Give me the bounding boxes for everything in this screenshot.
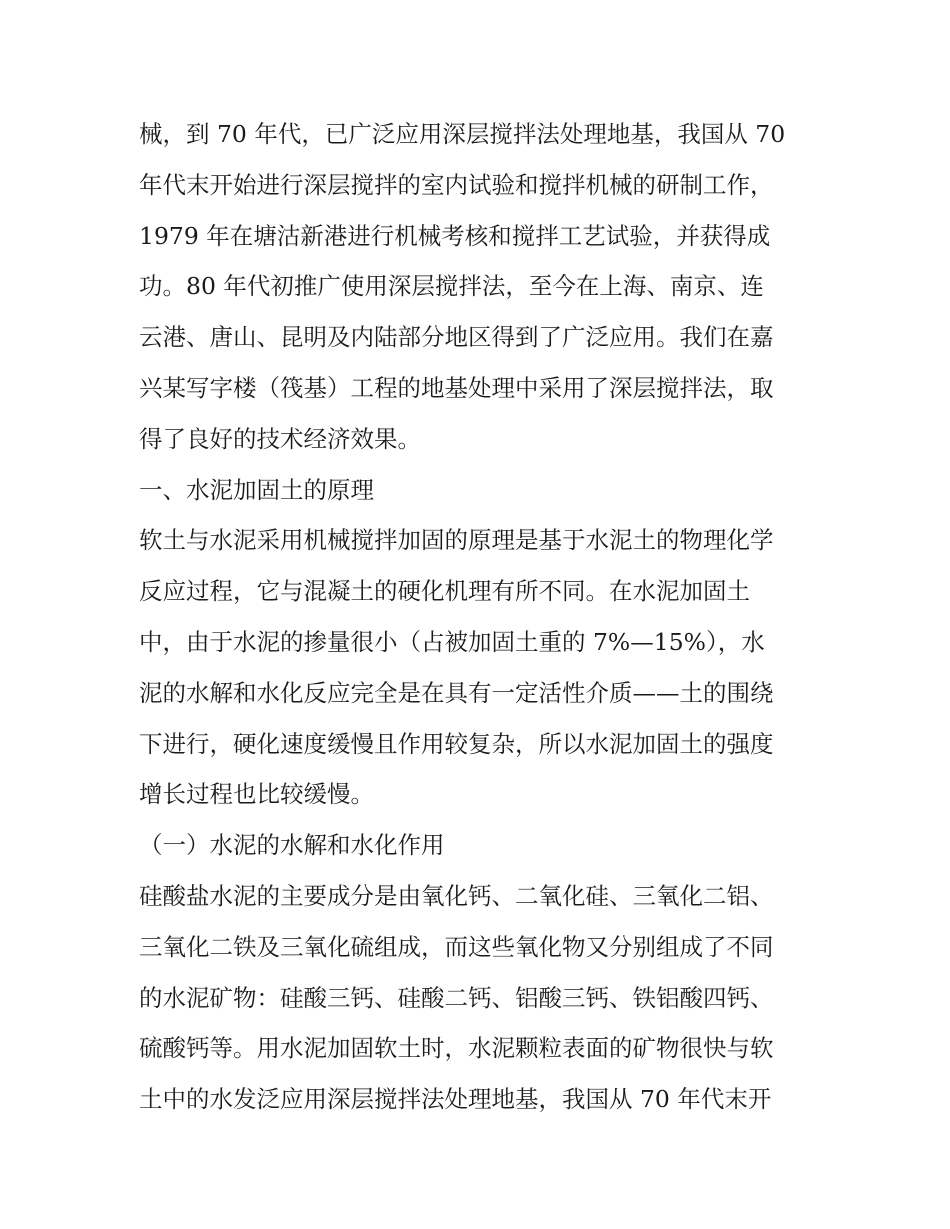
paragraph-line: 1979 年在塘沽新港进行机械考核和搅拌工艺试验，并获得成: [139, 221, 771, 250]
section-heading: 一、水泥加固土的原理: [139, 475, 374, 504]
paragraph-line: 云港、唐山、昆明及内陆部分地区得到了广泛应用。我们在嘉: [139, 323, 774, 352]
paragraph-line: 得了良好的技术经济效果。: [139, 424, 421, 453]
paragraph-line: 增长过程也比较缓慢。: [139, 780, 374, 809]
paragraph-line: 兴某写字楼（筏基）工程的地基处理中采用了深层搅拌法，取: [139, 373, 774, 402]
paragraph-line: 年代末开始进行深层搅拌的室内试验和搅拌机械的研制工作，: [139, 170, 774, 199]
paragraph-line: 反应过程，它与混凝土的硬化机理有所不同。在水泥加固土: [139, 577, 750, 606]
paragraph-line: 械，到 70 年代，已广泛应用深层搅拌法处理地基，我国从 70: [139, 120, 786, 148]
paragraph-line: 三氧化二铁及三氧化硫组成，而这些氧化物又分别组成了不同: [139, 932, 774, 961]
paragraph-line: 下进行，硬化速度缓慢且作用较复杂，所以水泥加固土的强度: [139, 729, 774, 758]
document-body: [139, 109, 819, 1125]
paragraph-line: 硫酸钙等。用水泥加固软土时，水泥颗粒表面的矿物很快与软: [139, 1034, 774, 1063]
subsection-heading: （一）水泥的水解和水化作用: [139, 831, 445, 860]
paragraph-line: 功。80 年代初推广使用深层搅拌法，至今在上海、南京、连: [139, 272, 764, 301]
paragraph-line: 软土与水泥采用机械搅拌加固的原理是基于水泥土的物理化学: [139, 526, 774, 555]
paragraph-line: 泥的水解和水化反应完全是在具有一定活性介质——土的围绕: [139, 678, 774, 707]
paragraph-line: 硅酸盐水泥的主要成分是由氧化钙、二氧化硅、三氧化二铝、: [139, 881, 774, 910]
paragraph-line: 中，由于水泥的掺量很小（占被加固土重的 7%—15%），水: [139, 627, 765, 656]
paragraph-line: 的水泥矿物：硅酸三钙、硅酸二钙、铝酸三钙、铁铝酸四钙、: [139, 983, 774, 1012]
paragraph-line: 土中的水发泛应用深层搅拌法处理地基，我国从 70 年代末开: [139, 1085, 772, 1114]
